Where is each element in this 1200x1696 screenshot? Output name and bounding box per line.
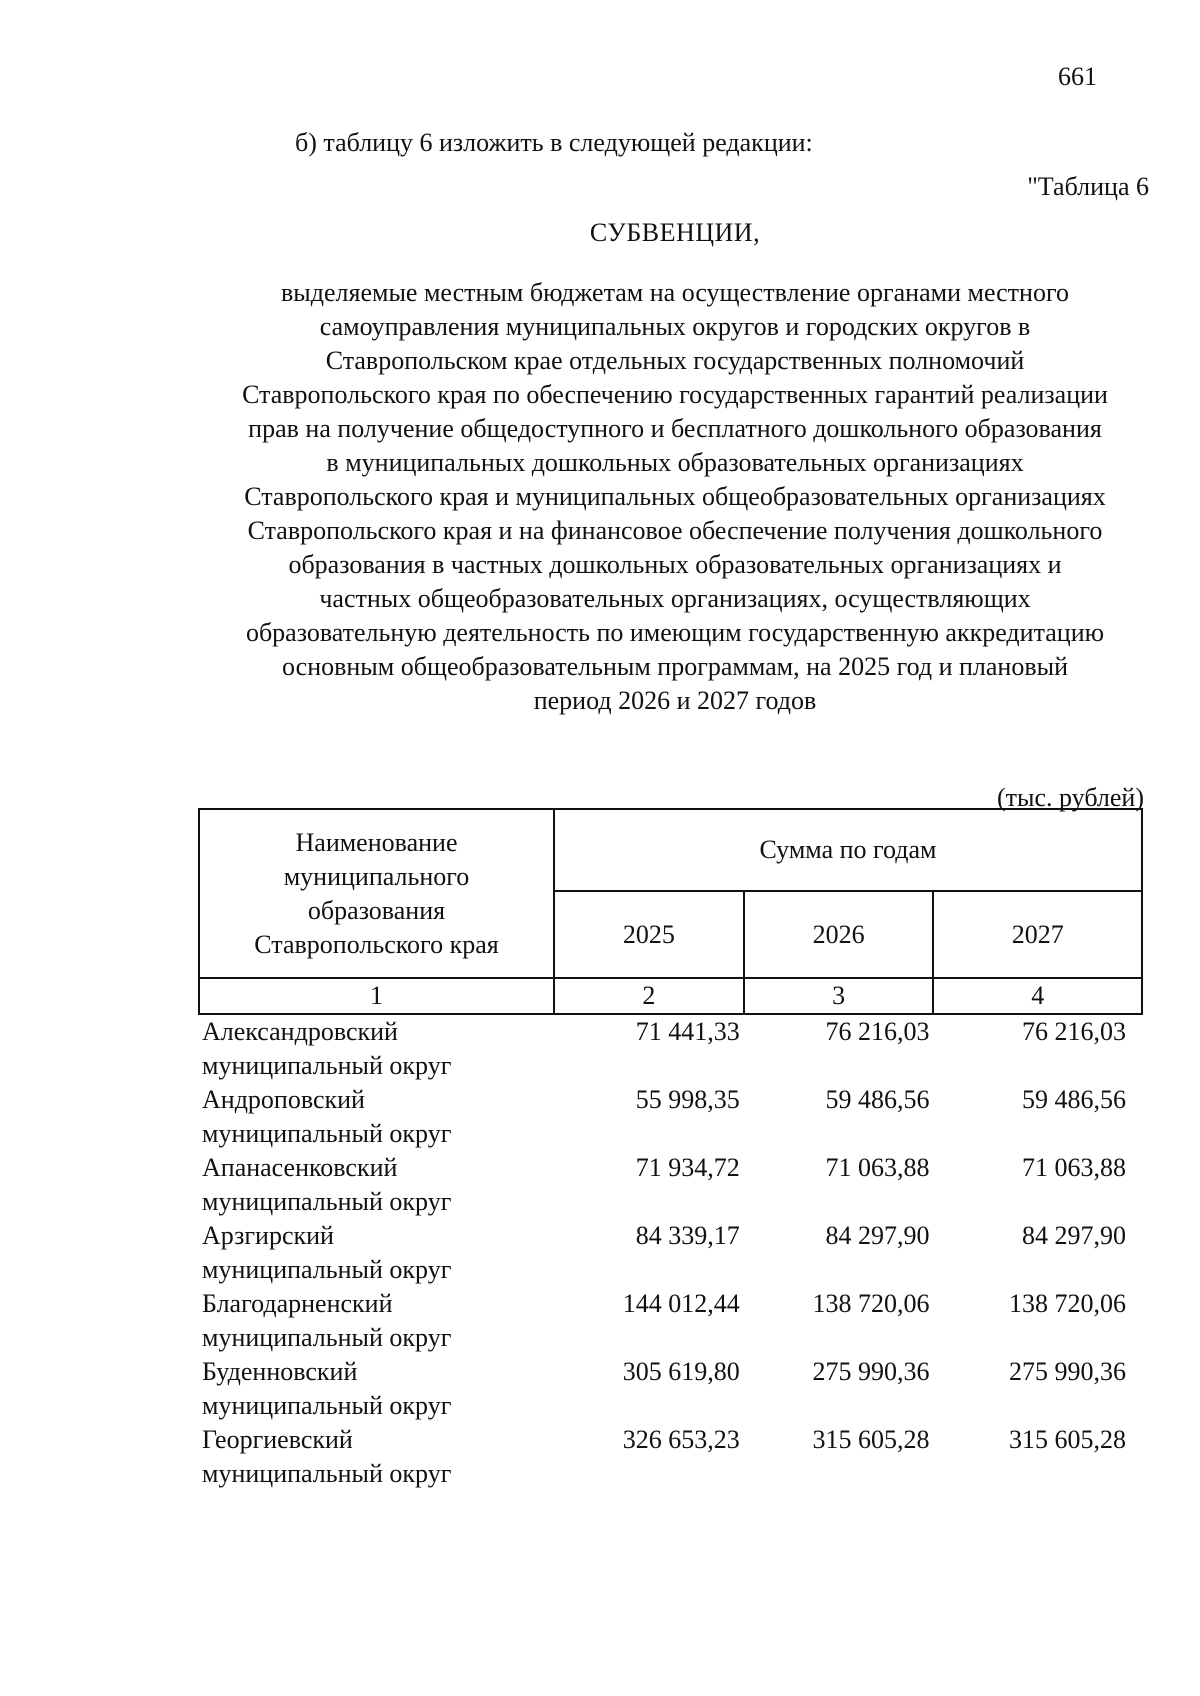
value-2025: 144 012,44 [622, 1289, 740, 1318]
name-line: Буденновский [202, 1357, 358, 1386]
units-label: (тыс. рублей) [996, 783, 1144, 812]
value-2025: 84 339,17 [635, 1221, 740, 1250]
header-name-line: муниципального [283, 861, 470, 891]
table-row [199, 1083, 1142, 1151]
name-line: муниципальный округ [202, 1391, 452, 1420]
value-2025: 326 653,23 [622, 1425, 740, 1454]
column-number: 2 [554, 978, 744, 1014]
header-year-2027: 2027 [933, 891, 1142, 978]
header-name-line: Ставропольского края [254, 929, 499, 959]
value-2026: 138 720,06 [812, 1289, 930, 1318]
subtitle-line: Ставропольского края по обеспечению государственных гарантий реализации [242, 380, 1108, 409]
subtitle-line: Ставропольского края и муниципальных общеобразовательных организациях [244, 482, 1106, 511]
page-number: 661 [1058, 62, 1097, 91]
name-line: муниципальный округ [202, 1187, 452, 1216]
subtitle-line: период 2026 и 2027 годов [533, 686, 817, 715]
table-row [199, 1219, 1142, 1287]
subtitle-line: Ставропольском крае отдельных государственных полномочий [325, 346, 1025, 375]
value-2025: 71 934,72 [635, 1153, 740, 1182]
table-row [199, 1423, 1142, 1491]
table-caption: "Таблица 6 [1027, 172, 1149, 201]
table-row [199, 1151, 1142, 1219]
header-sum: Сумма по годам [554, 809, 1142, 891]
intro-text: б) таблицу 6 изложить в следующей редакции: [295, 128, 813, 157]
column-number: 1 [199, 978, 554, 1014]
municipality-name [199, 1083, 554, 1151]
name-line: муниципальный округ [202, 1119, 452, 1148]
table-row [199, 1287, 1142, 1355]
name-line: Апанасенковский [202, 1153, 398, 1182]
subtitle-line: самоуправления муниципальных округов и городских округов в [319, 312, 1031, 341]
municipality-name [199, 1287, 554, 1355]
value-2026: 59 486,56 [825, 1085, 930, 1114]
table-row [199, 1014, 1142, 1083]
column-number: 4 [933, 978, 1142, 1014]
name-line: Благодарненский [202, 1289, 393, 1318]
value-2027: 59 486,56 [1022, 1085, 1126, 1114]
value-2027: 138 720,06 [1009, 1289, 1126, 1318]
subtitle-line: выделяемые местным бюджетам на осуществление органами местного [281, 278, 1069, 307]
value-2027: 76 216,03 [1022, 1017, 1126, 1046]
municipality-name [199, 1014, 554, 1083]
value-2026: 84 297,90 [825, 1221, 930, 1250]
value-2025: 55 998,35 [635, 1085, 740, 1114]
header-year-2025: 2025 [554, 891, 744, 978]
value-2025: 71 441,33 [635, 1017, 740, 1046]
value-2027: 315 605,28 [1009, 1425, 1126, 1454]
budget-table [198, 808, 1143, 1491]
value-2027: 71 063,88 [1022, 1153, 1126, 1182]
subtitle-line: прав на получение общедоступного и бесплатного дошкольного образования [248, 414, 1102, 443]
name-line: муниципальный округ [202, 1051, 452, 1080]
subtitle-line: Ставропольского края и на финансовое обеспечение получения дошкольного [247, 516, 1103, 545]
municipality-name [199, 1423, 554, 1491]
column-number: 3 [744, 978, 934, 1014]
subtitle-line: основным общеобразовательным программам, на 2025 год и плановый [282, 652, 1068, 681]
table-row [199, 1355, 1142, 1423]
municipality-name [199, 1355, 554, 1423]
name-line: Георгиевский [202, 1425, 353, 1454]
subtitle-line: образовательную деятельность по имеющим государственную аккредитацию [245, 618, 1105, 647]
name-line: Арзгирский [202, 1221, 334, 1250]
subtitle-line: образования в частных дошкольных образовательных организациях и [288, 550, 1062, 579]
name-line: муниципальный округ [202, 1255, 452, 1284]
subtitle-line: в муниципальных дошкольных образовательных организациях [326, 448, 1024, 477]
header-name-line: образования [307, 895, 446, 925]
value-2026: 315 605,28 [812, 1425, 930, 1454]
document-title: СУБВЕНЦИИ, [589, 218, 761, 247]
header-year-2026: 2026 [744, 891, 934, 978]
header-name-line: Наименование [295, 827, 458, 857]
name-line: Андроповский [202, 1085, 365, 1114]
name-line: муниципальный округ [202, 1323, 452, 1352]
municipality-name [199, 1151, 554, 1219]
value-2027: 275 990,36 [1009, 1357, 1126, 1386]
value-2026: 275 990,36 [812, 1357, 930, 1386]
value-2025: 305 619,80 [622, 1357, 740, 1386]
value-2027: 84 297,90 [1022, 1221, 1126, 1250]
municipality-name [199, 1219, 554, 1287]
value-2026: 76 216,03 [825, 1017, 930, 1046]
value-2026: 71 063,88 [825, 1153, 930, 1182]
name-line: муниципальный округ [202, 1459, 452, 1488]
header-name [199, 809, 554, 978]
subtitle-line: частных общеобразовательных организациях, осуществляющих [319, 584, 1031, 613]
document-subtitle [200, 276, 1150, 718]
name-line: Александровский [202, 1017, 398, 1046]
